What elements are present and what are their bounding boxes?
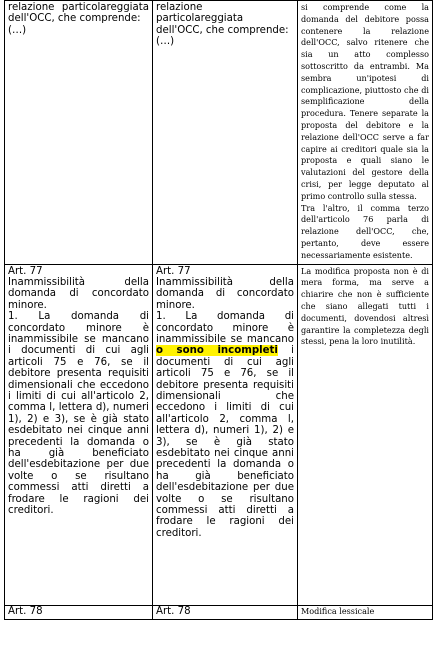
proposed-article-78: Art. 78 — [156, 605, 191, 617]
original-text-cell — [5, 1, 153, 265]
original-article-77: Art. 77 Inammissibilità della domanda di concordato minore. 1. La domanda di concordato minore è inammissibile se mancano i documenti di cui agli articoli 75 e 76, se il debitore presenta requisiti dimensionali che eccedono i limiti di cui all'articolo 2, comma l, lettera d), numeri 1), 2) e 3), se è già stato esdebitato nei cinque anni precedenti la domanda o ha già beneficiato dell'esdebitazione per due volte o se risultano commessi atti diretti a frodare le ragioni dei creditori. — [8, 265, 149, 517]
comment-text: Modifica lessicale — [301, 605, 375, 616]
proposed-text-before: Art. 77 Inammissibilità della domanda di concordato minore. 1. La domanda di concordato minore è inammissibile se mancano — [156, 265, 294, 345]
proposed-text-after: i documenti di cui agli articoli 75 e 76, se il debitore presenta requisiti dimensionali che eccedono i limiti di cui all'articolo 2, comma l, lettera d), numeri 1), 2) e 3), se è già stato esdebitato nei cinque anni precedenti la domanda o ha già beneficiato dell'esdebitazione per due volte o se risultano commessi atti diretti a frodare le ragioni dei creditori. — [156, 345, 294, 539]
table-row — [5, 605, 433, 619]
proposed-text-cell — [153, 605, 298, 619]
comment-cell — [298, 264, 433, 605]
proposed-text: relazione particolareggiata dell'OCC, che comprende: (…) — [156, 2, 289, 48]
original-text-cell — [5, 264, 153, 605]
comment-cell — [298, 605, 433, 619]
original-text: relazione particolareggiata dell'OCC, che comprende: (…) — [8, 2, 149, 36]
highlighted-amendment: o sono incompleti — [156, 345, 278, 357]
proposed-article-77 — [156, 266, 294, 540]
proposed-text-cell — [153, 1, 298, 265]
comment-text: si comprende come la domanda del debitore possa contenere la relazione dell'OCC, salvo ritenere che sia un atto complesso sottoscritto da entrambi. Ma sembra un'ipotesi di complicazione, piuttosto che di semplificazione della procedura. Tenere separate la proposta del debitore e la relazione dell'OCC serve a far capire ai creditori quale sia la proposta e quali siano le valutazioni del gestore della crisi, per legge deputato al primo controllo sulla stessa. Tra l'altro, il comma terzo dell'articolo 76 parla di relazione dell'OCC, che, pertanto, deve essere necessariamente esistente. — [301, 2, 429, 260]
original-text-cell — [5, 605, 153, 619]
comparison-table — [4, 0, 433, 620]
comment-text: La modifica proposta non è di mera forma, ma serve a chiarire che non è sufficiente che siano allegati tutti i documenti, dovendosi altresì garantire la completezza degli stessi, pena la loro inutilità. — [301, 265, 429, 347]
proposed-text-cell — [153, 264, 298, 605]
comment-cell — [298, 1, 433, 265]
table-row — [5, 264, 433, 605]
original-article-78: Art. 78 — [8, 605, 43, 617]
table-row — [5, 1, 433, 265]
